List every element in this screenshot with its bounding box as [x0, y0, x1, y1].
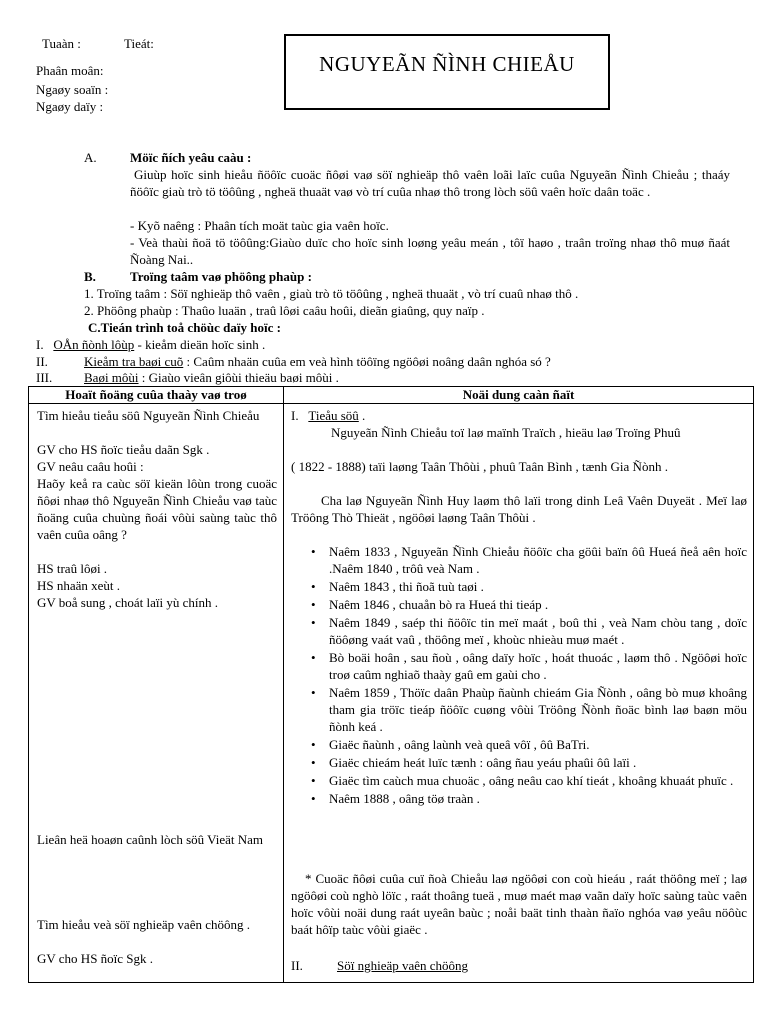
- section-a-skill: - Kyõ naêng : Phaân tích moät taùc gia vaên hoïc.: [130, 218, 389, 233]
- item-text: : Giaùo vieân giôùi thieäu baøi môùi .: [138, 370, 339, 385]
- left-student-comment: HS nhaän xeùt .: [37, 578, 121, 593]
- left-read-sgk: GV cho HS ñoïc Sgk .: [37, 951, 154, 966]
- week-label: Tuaàn :: [42, 36, 81, 51]
- section-b-item-2: 2. Phöông phaùp : Thaûo luaän , traû lôøi caâu hoûi, dieãn giaûng, quy naïp .: [84, 303, 485, 318]
- left-biography-task: Tìm hieåu tieåu söû Nguyeãn Ñình Chieåu: [37, 408, 260, 423]
- title-box: [284, 34, 610, 110]
- right-timeline-list: [291, 543, 747, 808]
- left-question-label: GV neâu caâu hoûi :: [37, 459, 144, 474]
- item-number: I.: [36, 337, 44, 352]
- section-title: Tieåu söû: [308, 408, 359, 423]
- section-c-item-3: [36, 369, 736, 386]
- left-read-intro: GV cho HS ñoïc tieåu daãn Sgk .: [37, 442, 210, 457]
- section-a-label: A.: [84, 150, 97, 165]
- header-divider: [29, 403, 753, 404]
- section-number: I.: [291, 408, 299, 423]
- subject-label: Phaân moân:: [36, 63, 104, 78]
- list-item: • Bò boäi hoân , sau ñoù , oâng daïy hoïc , hoát thuoác , laøm thô . Ngöôøi hoïc troø caûm nghiaõ thaày gaû em gaùi cho .: [291, 649, 747, 683]
- section-c-item-1: [36, 336, 736, 353]
- list-item: • Naêm 1859 , Thöïc daân Phaùp ñaùnh chieám Gia Ñònh , oâng bò muø khoâng tham gia tröïc tieáp ñöôïc cuøng vôùi Tröông Ñònh ñoäc bình laø baøn möu ñònh keá .: [291, 684, 747, 735]
- list-item: • Naêm 1843 , thi ñoã tuù taøi .: [291, 578, 747, 595]
- section-c-item-2: [36, 353, 736, 370]
- item-label: OÅn ñònh lôùp: [53, 337, 135, 352]
- list-item: • Giaëc chieám heát luïc tænh : oâng ñau yeáu phaûi ôû laïi .: [291, 754, 747, 771]
- column-divider: [283, 387, 284, 982]
- section-dot: .: [358, 408, 366, 423]
- section-b-item-1: 1. Troïng taâm : Söï nghieäp thô vaên , giaù trò tö töôûng , ngheä thuaät , vò trí cuaû nhaø thô .: [84, 286, 579, 301]
- list-item: • Naêm 1833 , Nguyeãn Ñình Chieåu ñöôïc cha göûi baïn ôû Hueá ñeå aên hoïc .Naêm 1840 , trôû veà Nam .: [291, 543, 747, 577]
- left-student-answer: HS traû lôøi .: [37, 561, 108, 576]
- table-header-right: Noäi dung caàn ñaït: [462, 387, 575, 402]
- section-number: II.: [291, 958, 303, 973]
- left-question-text: Haõy keå ra caùc söï kieän lôùn trong cuoäc ñôøi nhaø thô Nguyeãn Ñình Chieåu vaø taùc ñoäng cuûa chuùng ñoái vôùi saùng taùc thô vaên cuûa oâng ?: [37, 476, 277, 542]
- section-a-paragraph: Giuùp hoïc sinh hieåu ñöôïc cuoäc ñôøi vaø söï nghieäp thô vaên loãi laïc cuûa Nguyeãn Ñình Chieåu ; thaáy ñöôïc giaù trò tö töôûng , ngheä thuaät vaø vò trí cuûa nhaø thô trong lòch söû vaên hoïc daân toäc .: [130, 167, 730, 199]
- page-title: NGUYEÃN ÑÌNH CHIEÅU: [319, 52, 575, 76]
- item-number: III.: [36, 370, 53, 385]
- list-item: • Naêm 1888 , oâng töø traàn .: [291, 790, 747, 807]
- list-item: • Naêm 1849 , saép thi ñöôïc tin meï maát , boû thi , veà Nam chòu tang , doïc ñöôøng vaát vaû , thöông meï , khoùc nhieàu muø maét .: [291, 614, 747, 648]
- section-b-label: B.: [84, 269, 96, 284]
- right-section-i-heading: [291, 407, 747, 424]
- item-label: Kieåm tra baøi cuõ: [84, 354, 184, 369]
- right-conclusion: * Cuoäc ñôøi cuûa cuï ñoà Chieåu laø ngöôøi con coù hieáu , raát thöông meï ; laø ngöôøi coù nghò löïc , raát thoâng tueä , muø maét maø vaãn daïy hoïc saùng taùc vaên hoïc vôùi noäi dung raát uyeân baùc ; noåi baät tinh thaàn ñaïo nghóa vaø yeâu nöôùc baát hôïp taùc vôùi giaëc .: [291, 871, 747, 937]
- list-item: • Naêm 1846 , chuaån bò ra Hueá thi tieáp .: [291, 596, 747, 613]
- prep-date-label: Ngaøy soaïn :: [36, 82, 109, 97]
- list-item: • Giaëc ñaùnh , oâng laùnh veà queâ vôï , ôû BaTri.: [291, 736, 747, 753]
- left-teacher-summary: GV boå sung , choát laïi yù chính .: [37, 595, 219, 610]
- table-header-left: Hoaït ñoäng cuûa thaày vaø troø: [65, 387, 247, 402]
- section-a-attitude: - Veà thaùi ñoä tö töôûng:Giaùo duïc cho hoïc sinh loøng yeâu meán , tôï haøo , traân troïng nhaø thô muø ñaát Ñoàng Nai..: [130, 235, 730, 267]
- item-number: II.: [36, 354, 48, 369]
- left-career-task: Tìm hieåu veà söï nghieäp vaên chöông .: [37, 917, 250, 932]
- list-item: • Giaëc tìm caùch mua chuoäc , oâng neâu cao khí tieát , khoâng khuaát phuïc .: [291, 772, 747, 789]
- right-birth-paragraph: ( 1822 - 1888) taïi laøng Taân Thôùi , phuû Taân Bình , tænh Gia Ñònh .: [291, 459, 668, 474]
- section-a-heading: Möïc ñích yeâu caàu :: [130, 150, 252, 165]
- period-label: Tieát:: [124, 36, 154, 51]
- item-label: Baøi môùi: [84, 370, 139, 385]
- right-name-paragraph: Nguyeãn Ñình Chieåu toï laø maïnh Traïch , hieäu laø Troïng Phuû: [331, 425, 681, 440]
- item-text: - kieåm dieän hoïc sinh .: [134, 337, 266, 352]
- section-title: Söï nghieäp vaên chöông: [337, 958, 469, 973]
- teach-date-label: Ngaøy daïy :: [36, 99, 104, 114]
- section-c-heading: C.Tieán trình toå chöùc daïy hoïc :: [88, 320, 281, 335]
- right-family-paragraph: Cha laø Nguyeãn Ñình Huy laøm thô laïi trong dinh Leâ Vaên Duyeät . Meï laø Tröông Thò Thieät , ngöôøi laøng Taân Thôùi .: [291, 493, 747, 525]
- section-b-heading: Troïng taâm vaø phöông phaùp :: [130, 269, 312, 284]
- left-history-link: Lieân heä hoaøn caûnh lòch söû Vieät Nam: [37, 832, 264, 847]
- right-section-ii-heading: [291, 957, 747, 974]
- lesson-table: [28, 386, 754, 983]
- item-text: : Caûm nhaän cuûa em veà hình töôïng ngöôøi noâng daân nghóa só ?: [183, 354, 551, 369]
